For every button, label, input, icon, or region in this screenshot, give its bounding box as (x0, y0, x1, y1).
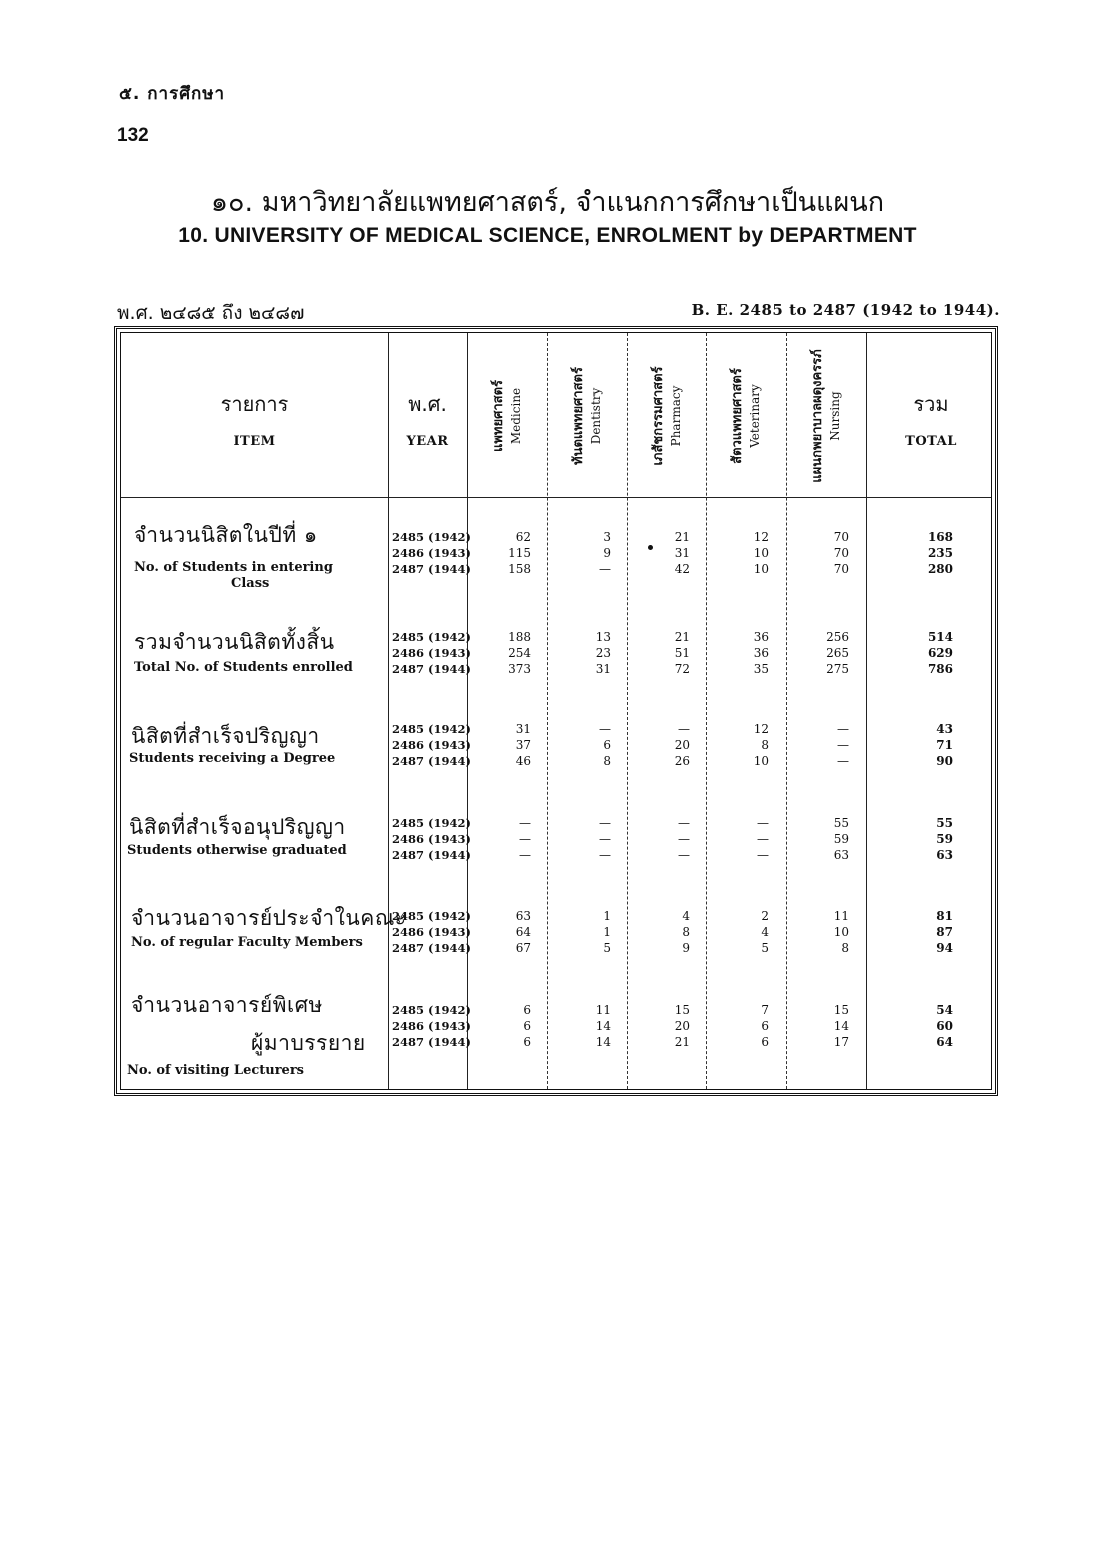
title-thai: ๑๐. มหาวิทยาลัยแพทยศาสตร์, จำแนกการศึกษาเป็นแผนก (210, 187, 885, 218)
row-label-thai: รวมจำนวนนิสิตทั้งสิ้น (134, 630, 335, 654)
veterinary-cell: 12 8 10 (753, 722, 769, 768)
year-cell: 2485 (1942) 2486 (1943) 2487 (1944) (392, 909, 471, 955)
row-label-english: Students receiving a Degree (129, 751, 336, 766)
header-year-thai: พ.ศ. (408, 392, 447, 416)
row-label-thai: นิสิตที่สำเร็จปริญญา (131, 724, 320, 748)
medicine-cell: 63 64 67 (515, 909, 531, 955)
year-cell: 2485 (1942) 2486 (1943) 2487 (1944) (392, 722, 471, 768)
year-cell: 2485 (1942) 2486 (1943) 2487 (1944) (392, 630, 471, 676)
veterinary-cell: 36 36 35 (753, 630, 769, 676)
header-nursing-thai: แผนกพยาบาลผดุงครรภ์ (810, 349, 826, 483)
page-number: 132 (117, 125, 149, 146)
nursing-cell: 55 59 63 (833, 816, 849, 862)
pharmacy-cell: 21 31 42 (674, 530, 690, 576)
header-total-thai: รวม (913, 392, 949, 416)
pharmacy-cell: — 20 26 (674, 722, 690, 768)
nursing-cell: — — — (837, 722, 849, 768)
dentistry-cell: 3 9 — (599, 530, 611, 576)
year-cell: 2485 (1942) 2486 (1943) 2487 (1944) (392, 816, 471, 862)
row-label-english: Total No. of Students enrolled (134, 660, 353, 675)
header-year-english: YEAR (406, 434, 449, 449)
title-english: 10. UNIVERSITY OF MEDICAL SCIENCE, ENROLMENT by DEPARTMENT (178, 224, 917, 247)
medicine-cell: 6 6 6 (523, 1003, 531, 1049)
header-pharmacy (628, 341, 706, 491)
period-english: B. E. 2485 to 2487 (1942 to 1944). (691, 301, 1000, 319)
total-cell: 43 71 90 (936, 722, 953, 768)
header-veterinary-thai: สัตวแพทยศาสตร์ (730, 368, 746, 464)
dentistry-cell: 13 23 31 (595, 630, 611, 676)
dentistry-cell: 1 1 5 (603, 909, 611, 955)
header-total-english: TOTAL (905, 434, 957, 449)
header-item-thai: รายการ (220, 392, 289, 416)
row-label-english: Class (231, 576, 270, 591)
header-nursing-english: Nursing (827, 391, 842, 441)
row-label-english: Students otherwise graduated (127, 843, 347, 858)
pharmacy-cell: 21 51 72 (674, 630, 690, 676)
period-thai: พ.ศ. ๒๔๘๕ ถึง ๒๔๘๗ (117, 302, 305, 324)
header-medicine-thai: แพทยศาสตร์ (491, 379, 507, 453)
total-cell: 55 59 63 (936, 816, 953, 862)
header-veterinary (707, 341, 785, 491)
total-cell: 81 87 94 (936, 909, 953, 955)
header-dentistry-thai: ทันตแพทยศาสตร์ (571, 367, 587, 465)
dentistry-cell: 11 14 14 (595, 1003, 611, 1049)
nursing-cell: 70 70 70 (833, 530, 849, 576)
header-rule (121, 497, 991, 498)
row-label-thai: จำนวนอาจารย์ประจำในคณะ (131, 906, 407, 930)
total-cell: 514 629 786 (927, 630, 953, 676)
medicine-cell: 188 254 373 (508, 630, 531, 676)
row-label-thai: จำนวนนิสิตในปีที่ ๑ (134, 523, 318, 547)
enrolment-table (114, 326, 998, 1096)
header-pharmacy-thai: เภสัชกรรมศาสตร์ (651, 366, 667, 466)
row-label-english: No. of Students in entering (134, 560, 333, 575)
nursing-cell: 15 14 17 (833, 1003, 849, 1049)
header-nursing (787, 341, 865, 491)
veterinary-cell: — — — (757, 816, 769, 862)
veterinary-cell: 2 4 5 (761, 909, 769, 955)
section-header: ๕. การศึกษา (119, 84, 226, 104)
dentistry-cell: — — — (599, 816, 611, 862)
medicine-cell: 31 37 46 (515, 722, 531, 768)
veterinary-cell: 7 6 6 (761, 1003, 769, 1049)
year-cell: 2485 (1942) 2486 (1943) 2487 (1944) (392, 530, 471, 576)
row-label-thai: นิสิตที่สำเร็จอนุปริญญา (129, 815, 346, 839)
medicine-cell: — — — (519, 816, 531, 862)
medicine-cell: 62 115 158 (508, 530, 531, 576)
header-medicine (468, 341, 546, 491)
total-cell: 54 60 64 (936, 1003, 953, 1049)
veterinary-cell: 12 10 10 (753, 530, 769, 576)
header-medicine-english: Medicine (508, 387, 523, 445)
row-label-english: No. of regular Faculty Members (131, 935, 363, 950)
year-cell: 2485 (1942) 2486 (1943) 2487 (1944) (392, 1003, 471, 1049)
header-pharmacy-english: Pharmacy (668, 385, 683, 447)
dentistry-cell: — 6 8 (599, 722, 611, 768)
total-cell: 168 235 280 (927, 530, 953, 576)
header-item-english: ITEM (233, 434, 276, 449)
row-label-thai: จำนวนอาจารย์พิเศษ (131, 993, 323, 1017)
nursing-cell: 11 10 8 (833, 909, 849, 955)
header-veterinary-english: Veterinary (747, 384, 762, 448)
row-label-thai-continued: ผู้มาบรรยาย (251, 1031, 366, 1055)
table-inner-frame (120, 332, 992, 1090)
header-dentistry (548, 341, 626, 491)
header-dentistry-english: Dentistry (588, 387, 603, 445)
row-label-english: No. of visiting Lecturers (127, 1063, 304, 1078)
pharmacy-cell: — — — (678, 816, 690, 862)
pharmacy-cell: 15 20 21 (674, 1003, 690, 1049)
nursing-cell: 256 265 275 (826, 630, 849, 676)
pharmacy-cell: 4 8 9 (682, 909, 690, 955)
